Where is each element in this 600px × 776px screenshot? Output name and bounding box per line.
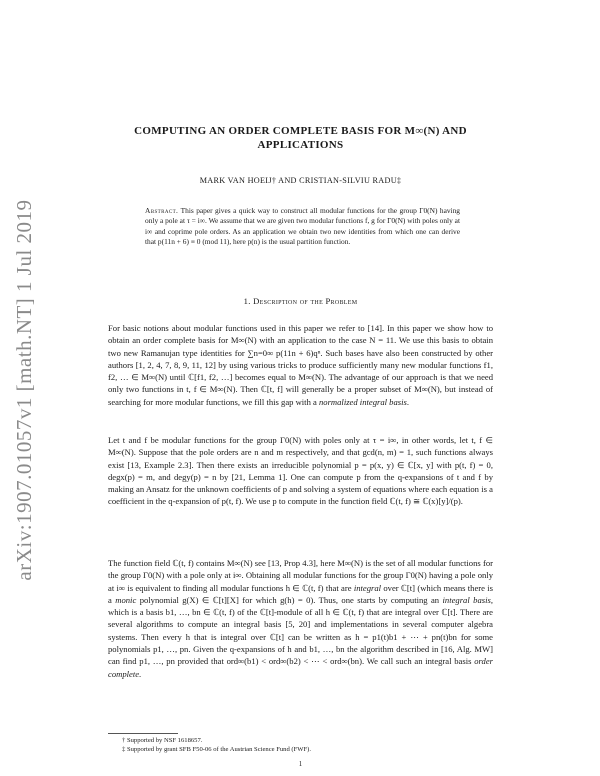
abstract-label: Abstract.: [145, 206, 179, 215]
abstract: [145, 206, 460, 248]
paragraph-2: Let t and f be modular functions for the group Γ0(N) with poles only at τ = i∞, in other words, let t, f ∈ M∞(N). Suppose that the pole orders are n and m respectively, and that gcd(n, m) = 1, such functions always exist [13, Example 2.3]. Then there exists an irreducible polynomial p = p(x, y) ∈ ℂ[x, y] with p(t, f) = 0, degx(p) = m, and degy(p) = n by [21, Lemma 1]. One can compute p from the q-expansions of t and f by making an Ansatz for the unknown coefficients of p and solving a system of equations where each equation is a coefficient in the q-expansion of p(t, f). We use p to compute in the function field ℂ(t, f) ≅ ℂ(x)[y]/(p).: [108, 435, 493, 507]
paragraph-3-text-a: The function field ℂ(t, f) contains M∞(N) see [13, Prop 4.3], here M∞(N) is the set of all modular functions for the group Γ0(N) with a pole only at i∞. Obtaining all modular functions for the group Γ0(N) having a pole only at i∞ is equivalent to finding all modular functions h ∈ ℂ(t, f) that are: [108, 558, 493, 593]
paragraph-3-emphasis-integral: integral: [353, 582, 382, 593]
paragraph-3-emphasis-integral-basis: integral basis: [442, 594, 491, 605]
footnote-nsf: † Supported by NSF 1618657.: [122, 737, 203, 744]
paragraph-1: [108, 322, 493, 408]
arxiv-sidebar-stamp: [12, 180, 42, 600]
paragraph-1-emphasis: normalized integral basis: [318, 396, 407, 407]
paragraph-3-text-b: over ℂ[t] (which means there is a: [108, 582, 493, 605]
abstract-text: This paper gives a quick way to construct all modular functions for the group Γ0(N) having only a pole at τ = i∞. We assume that we are given two modular functions f, g for Γ0(N) with poles only at i∞ and coprime pole orders. As an application we obtain two new identities from which one can derive that p(11n + 6) ≡ 0 (mod 11), here p(n) is the usual partition function.: [145, 206, 460, 247]
section-title: Description of the Problem: [253, 296, 358, 306]
paragraph-1-end: .: [406, 396, 409, 407]
section-number: 1.: [243, 296, 251, 306]
paper-title: COMPUTING AN ORDER COMPLETE BASIS FOR M∞(N) AND APPLICATIONS: [134, 125, 467, 151]
paragraph-3-emphasis-monic: monic: [115, 594, 137, 605]
paragraph-3-text-c: polynomial g(X) ∈ ℂ[t][X] for which g(h) = 0). Thus, one starts by computing an: [139, 594, 440, 605]
paragraph-3: [108, 557, 493, 680]
paragraph-3-text-d: , which is a basis b1, …, bn ∈ ℂ(t, f) of the ℂ[t]-module of all h ∈ ℂ(t, f) that are integral over ℂ[t]. There are several algorithms to compute an integral basis [5, 20] and implementations in several computer algebra systems. Then every h that is integral over ℂ[t] can be written as h = p1(t)b1 + ⋯ + pn(t)bn for some polynomials p1, …, pn. Given the q-expansions of h and b1, …, bn the algorithm described in [16, Alg. MW] can find p1, …, pn provided that ord∞(b1) < ord∞(b2) < ⋯ < ord∞(bn). We call such an integral basis: [108, 594, 493, 667]
section-heading: [108, 296, 493, 306]
paper-authors: MARK VAN HOEIJ† AND CRISTIAN-SILVIU RADU‡: [199, 176, 402, 185]
footnote-rule: [108, 733, 178, 734]
footnotes: [108, 733, 493, 754]
page-number: 1: [298, 760, 303, 768]
paragraph-3-emphasis-order-complete: order complete: [108, 656, 493, 679]
paragraph-3-end: .: [139, 668, 142, 679]
footnote-fwf: ‡ Supported by grant SFB F50-06 of the Austrian Science Fund (FWF).: [122, 746, 312, 753]
arxiv-identifier: arXiv:1907.01057v1 [math.NT] 1 Jul 2019: [12, 199, 36, 581]
paragraph-1-text: For basic notions about modular functions used in this paper we refer to [14]. In this paper we show how to obtain an order complete basis for M∞(N) with an application to the case N = 11. We use this basis to obtain two new Ramanujan type identities for ∑n=0∞ p(11n + 6)qⁿ. Such bases have also been constructed by other authors [1, 2, 4, 7, 8, 9, 11, 12] by using various tricks to produce sufficiently many new modular functions f1, f2, … ∈ M∞(N) until ℂ[f1, f2, …] becomes equal to M∞(N). The advantage of our approach is that we need only two functions in t, f ∈ M∞(N). Then ℂ[t, f] will generally be a proper subset of M∞(N), but instead of searching for more modular functions, we fill this gap with a: [108, 323, 493, 407]
